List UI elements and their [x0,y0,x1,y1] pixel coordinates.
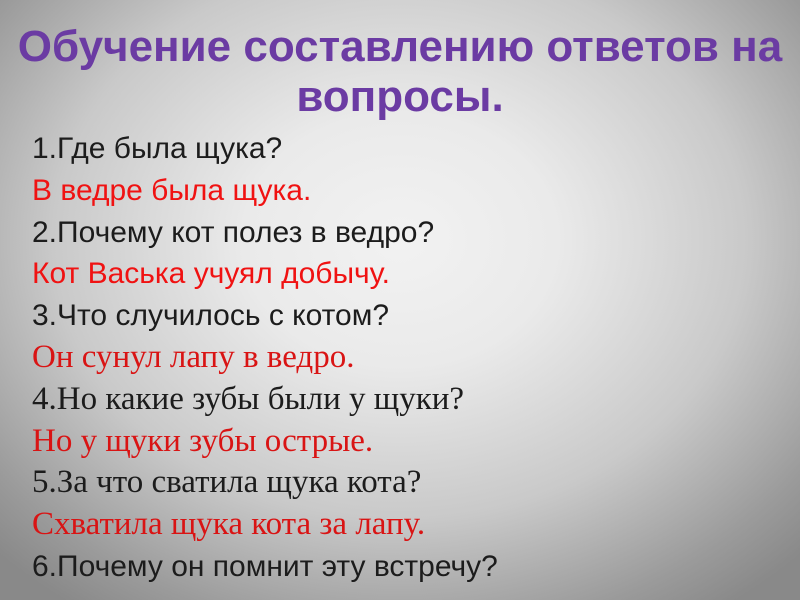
slide-title-line2: вопросы. [296,72,504,121]
qa-text-block [32,128,790,588]
question-2: 2.Почему кот полез в ведро? [32,215,435,249]
answer-2: Кот Васька учуял добычу. [32,257,390,291]
answer-5: Схватила щука кота за лапу. [32,506,426,543]
question-5: 5.За что сватила щука кота? [32,464,422,501]
slide-title-line1: Обучение составлению ответов на [17,22,783,71]
question-4: 4.Но какие зубы были у щуки? [32,380,465,417]
question-3: 3.Что случилось с котом? [32,299,390,333]
question-1: 1.Где была щука? [32,132,283,165]
answer-3: Он сунул лапу в ведро. [32,338,355,375]
question-6: 6.Почему он помнит эту встречу? [32,549,498,583]
answer-4: Но у щуки зубы острые. [32,422,374,459]
slide-title [0,22,800,122]
answer-1: В ведре была щука. [32,173,312,207]
